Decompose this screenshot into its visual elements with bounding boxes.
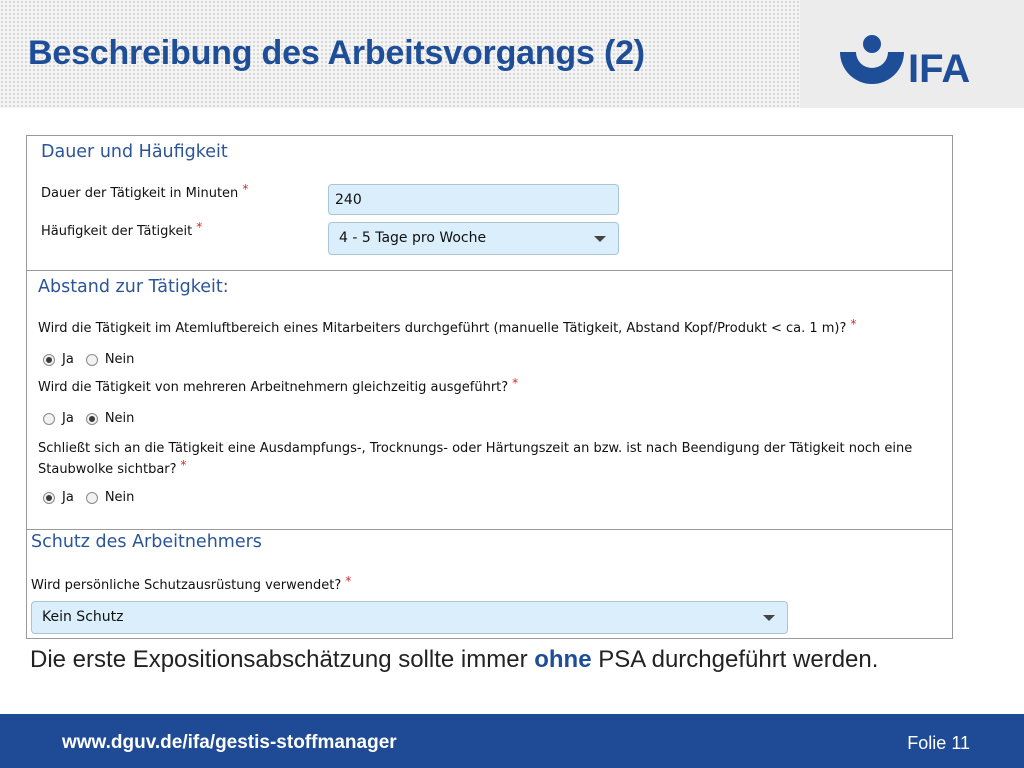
required-marker: * [196,220,203,234]
section-worker-protection [27,529,952,639]
logo-head-icon [863,35,881,53]
frequency-select-value: 4 - 5 Tage pro Woche [339,230,487,246]
required-marker: * [180,458,187,472]
question-evaporation-text: Schließt sich an die Tätigkeit eine Ausdampfungs-, Trocknungs- oder Härtungszeit an bzw. ist nach Beendigung der Tätigkeit noch eine Staubwolke sichtbar? [38,441,913,477]
radio-label-no: Nein [104,352,135,367]
section-title-protection: Schutz des Arbeitnehmers [31,532,262,552]
radio-evaporation-no[interactable] [86,492,98,504]
radio-multiple-workers-yes[interactable] [43,413,55,425]
frequency-label [41,220,203,239]
slide-title: Beschreibung des Arbeitsvorgangs (2) [28,34,645,72]
radio-group-breathing-zone [43,352,146,367]
footnote-emphasis: ohne [534,646,592,673]
radio-label-yes: Ja [62,490,74,505]
section-duration-frequency [27,136,952,270]
radio-label-no: Nein [104,411,135,426]
section-distance [27,270,952,529]
radio-group-evaporation [43,490,146,505]
footnote-before: Die erste Expositionsabschätzung sollte immer [30,646,535,673]
question-multiple-workers-text: Wird die Tätigkeit von mehreren Arbeitnehmern gleichzeitig ausgeführt? [38,380,509,395]
radio-multiple-workers-no[interactable] [86,413,98,425]
section-title-distance: Abstand zur Tätigkeit: [38,277,229,297]
section-title-duration: Dauer und Häufigkeit [41,142,228,162]
radio-evaporation-yes[interactable] [43,492,55,504]
ppe-select[interactable] [31,601,788,634]
radio-group-multiple-workers [43,411,146,426]
logo-text: IFA [908,47,971,88]
duration-label [41,182,249,201]
radio-label-yes: Ja [62,352,74,367]
question-ppe-text: Wird persönliche Schutzausrüstung verwendet? [31,578,342,593]
footer-url[interactable]: www.dguv.de/ifa/gestis-stoffmanager [62,732,397,753]
radio-breathing-zone-yes[interactable] [43,354,55,366]
ifa-logo [838,34,974,88]
radio-label-yes: Ja [62,411,74,426]
footnote-after: PSA durchgeführt werden. [591,646,879,673]
required-marker: * [242,182,249,196]
footer-bar [0,714,1024,768]
question-ppe [31,574,352,593]
required-marker: * [345,574,352,588]
required-marker: * [512,376,519,390]
radio-label-no: Nein [104,490,135,505]
chevron-down-icon [763,615,775,621]
duration-label-text: Dauer der Tätigkeit in Minuten [41,186,239,201]
frequency-select[interactable] [328,222,619,255]
question-multiple-workers [38,376,519,395]
footnote [30,644,960,676]
logo-bowl-icon [840,52,904,84]
frequency-label-text: Häufigkeit der Tätigkeit [41,224,193,239]
radio-breathing-zone-no[interactable] [86,354,98,366]
question-evaporation [38,438,938,480]
question-breathing-zone [38,317,857,336]
chevron-down-icon [594,236,606,242]
question-breathing-zone-text: Wird die Tätigkeit im Atemluftbereich eines Mitarbeiters durchgeführt (manuelle Tätigkeit, Abstand Kopf/Produkt < ca. 1 m)? [38,321,847,336]
footer-page-number: Folie 11 [907,733,970,753]
duration-input[interactable] [328,184,619,215]
form-panel [26,135,953,639]
ppe-select-value: Kein Schutz [42,609,124,625]
required-marker: * [850,317,857,331]
